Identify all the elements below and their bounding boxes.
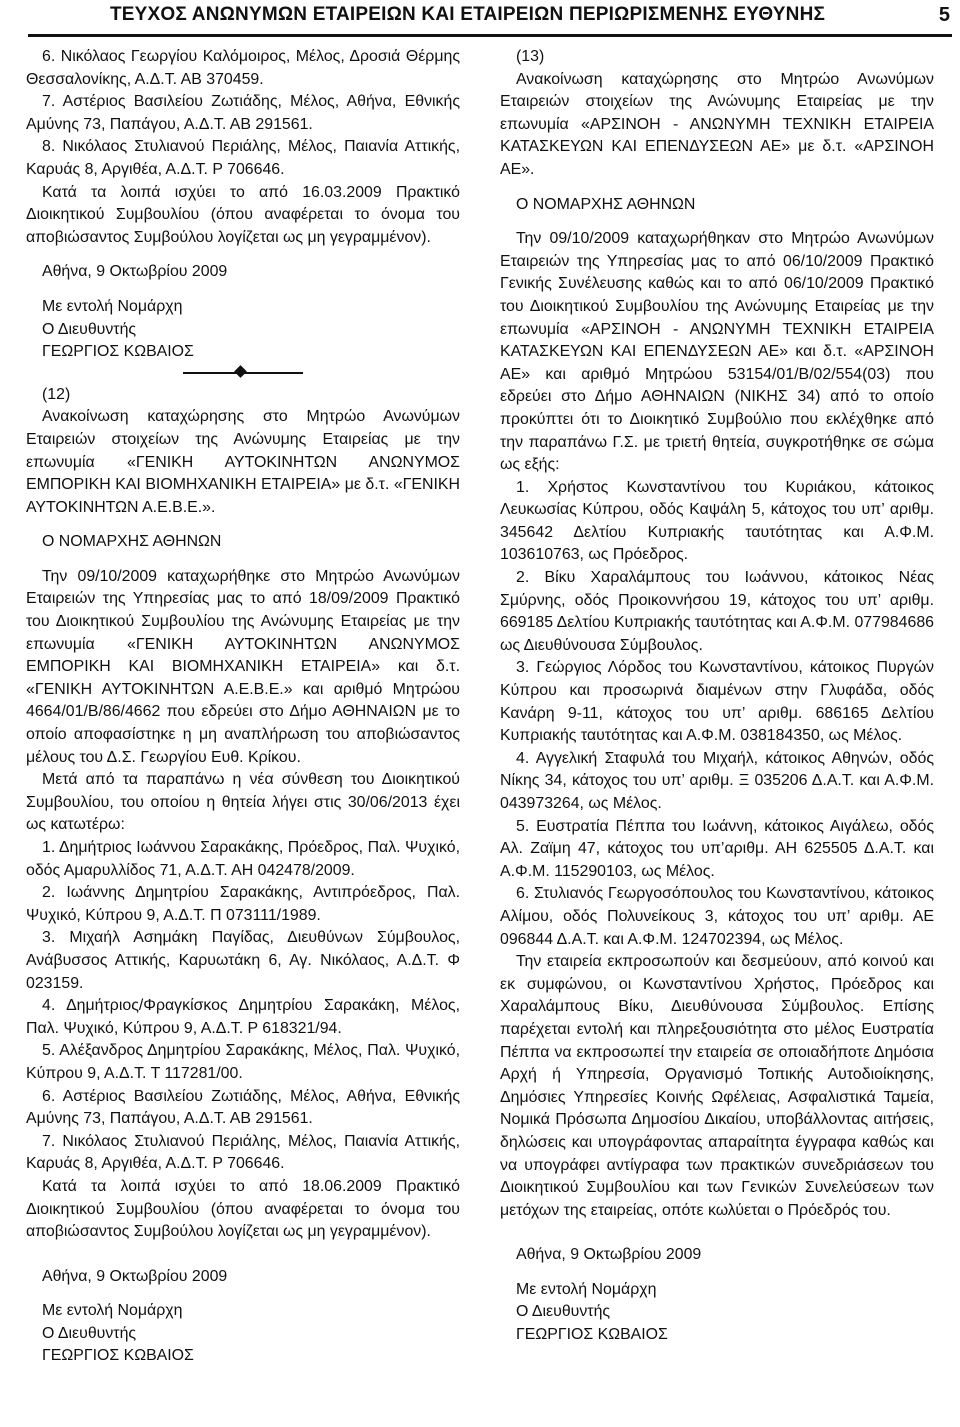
closing-paragraph: Κατά τα λοιπά ισχύει το από 16.03.2009 Πρακτικό Διοικητικού Συμβουλίου (όπου αναφέρεται το όνομα του αποβιώσαντος Συμβούλου λογίζεται ως μη γεγραμμένον). <box>26 183 460 246</box>
board-member-item: 2. Ιωάννης Δημητρίου Σαρακάκης, Αντιπρόεδρος, Παλ. Ψυχικό, Κύπρου 9, Α.Δ.Τ. Π 073111/1989. <box>26 884 460 924</box>
announcement-title: Ανακοίνωση καταχώρησης στο Μητρώο Ανωνύμων Εταιρειών στοιχείων της Ανώνυμης Εταιρείας με την επωνυμία «ΑΡΣΙΝΟΗ - ΑΝΩΝΥΜΗ ΤΕΧΝΙΚΗ ΕΤΑΙΡΕΙΑ ΚΑΤΑΣΚΕΥΩΝ ΚΑΙ ΕΠΕΝΔΥΣΕΩΝ ΑΕ» με δ.τ. «ΑΡΣΙΝΟΗ ΑΕ». <box>500 70 934 178</box>
header-title: ΤΕΥΧΟΣ ΑΝΩΝΥΜΩΝ ΕΤΑΙΡΕΙΩΝ ΚΑΙ ΕΤΑΙΡΕΙΩΝ ΠΕΡΙΩΡΙΣΜΕΝΗΣ ΕΥΘΥΝΗΣ <box>110 4 826 25</box>
spacer <box>26 554 460 566</box>
diamond-ornament-icon <box>234 365 247 378</box>
left-column <box>26 46 460 1368</box>
board-member-item: 4. Αγγελική Σταφυλά του Μιχαήλ, κάτοικος Αθηνών, οδός Νίκης 34, κάτοχος του υπ’ αριθμ. Ξ 035206 Δ.Α.Τ. και Α.Φ.Μ. 043973264, ως Μέλος. <box>500 749 934 812</box>
issuing-authority: Ο ΝΟΜΑΡΧΗΣ ΑΘΗΝΩΝ <box>516 195 696 213</box>
signature-order: Με εντολή Νομάρχη <box>42 1302 183 1320</box>
spacer <box>26 249 460 261</box>
signature-place-date: Αθήνα, 9 Οκτωβρίου 2009 <box>42 263 228 281</box>
signature-name: ΓΕΩΡΓΙΟΣ ΚΩΒΑΙΟΣ <box>516 1326 668 1344</box>
signature-place-date: Αθήνα, 9 Οκτωβρίου 2009 <box>42 1267 228 1285</box>
page-number: 5 <box>938 4 950 26</box>
board-member-item: 5. Ευστρατία Πέππα του Ιωάννη, κάτοικος Αιγάλεω, οδός Αλ. Ζαϊμη 47, κάτοχος του υπ’αριθμ. ΑΗ 625505 Δ.Α.Τ. και Α.Φ.Μ. 115290103, ως Μέλος. <box>500 817 934 880</box>
body-paragraph: Μετά από τα παραπάνω η νέα σύνθεση του Διοικητικού Συμβουλίου, του οποίου η θητεία λήγει στις 30/06/2013 έχει ως κατωτέρω: <box>26 771 460 834</box>
spacer <box>500 1267 934 1279</box>
signature-role: Ο Διευθυντής <box>42 320 137 338</box>
spacer <box>500 216 934 228</box>
board-member-item: 3. Μιχαήλ Ασημάκη Παγίδας, Διευθύνων Σύμβουλος, Ανάβυσσος Αττικής, Καρυωτάκη 6, Αγ. Νικόλαος, Α.Δ.Τ. Φ 023159. <box>26 929 460 992</box>
announcement-number: (12) <box>42 385 71 403</box>
issuing-authority: Ο ΝΟΜΑΡΧΗΣ ΑΘΗΝΩΝ <box>42 533 222 551</box>
spacer <box>26 519 460 531</box>
board-member-item: 4. Δημήτριος/Φραγκίσκος Δημητρίου Σαρακάκη, Μέλος, Παλ. Ψυχικό, Κύπρου 9, Α.Δ.Τ. Ρ 618321/94. <box>26 997 460 1037</box>
board-member-item: 6. Αστέριος Βασιλείου Ζωτιάδης, Μέλος, Αθήνα, Εθνικής Αμύνης 73, Παπάγου, Α.Δ.Τ. ΑΒ 291561. <box>26 1087 460 1128</box>
spacer <box>26 1244 460 1266</box>
section-divider <box>183 366 303 380</box>
closing-paragraph: Κατά τα λοιπά ισχύει το από 18.06.2009 Πρακτικό Διοικητικού Συμβουλίου (όπου αναφέρεται το όνομα του αποβιώσαντος Συμβούλου λογίζεται ως μη γεγραμμένον). <box>26 1177 460 1241</box>
signature-name: ΓΕΩΡΓΙΟΣ ΚΩΒΑΙΟΣ <box>42 1347 194 1365</box>
right-column <box>500 46 934 1347</box>
board-member-item: 2. Βίκυ Χαραλάμπους του Ιωάννου, κάτοικος Νέας Σμύρνης, οδός Προικοννήσου 19, κάτοχος του υπ’ αριθμ. 669185 Δελτίου Κυπριακής ταυτότητας και Α.Φ.Μ. 077984686 ως Διευθύνουσα Σύμβουλος. <box>500 569 934 654</box>
signature-order: Με εντολή Νομάρχη <box>516 1280 657 1298</box>
board-member-item: 1. Δημήτριος Ιωάννου Σαρακάκης, Πρόεδρος, Παλ. Ψυχικό, οδός Αμαρυλλίδος 71, Α.Δ.Τ. ΑΗ 042478/2009. <box>26 839 460 879</box>
spacer <box>500 1222 934 1244</box>
board-member-item: 7. Νικόλαος Στυλιανού Περιάλης, Μέλος, Παιανία Αττικής, Καρυάς 8, Αργιθέα, Α.Δ.Τ. Ρ 706646. <box>26 1132 460 1173</box>
board-member-item: 7. Αστέριος Βασιλείου Ζωτιάδης, Μέλος, Αθήνα, Εθνικής Αμύνης 73, Παπάγου, Α.Δ.Τ. ΑΒ 291561. <box>26 93 460 133</box>
announcement-number: (13) <box>516 48 545 65</box>
board-member-item: 5. Αλέξανδρος Δημητρίου Σαρακάκης, Μέλος, Παλ. Ψυχικό, Κύπρου 9, Α.Δ.Τ. Τ 117281/00. <box>26 1042 460 1082</box>
signature-order: Με εντολή Νομάρχη <box>42 297 183 315</box>
page-header <box>28 0 952 37</box>
signature-place-date: Αθήνα, 9 Οκτωβρίου 2009 <box>516 1246 702 1264</box>
board-member-item: 6. Στυλιανός Γεωργοσόπουλος του Κωνσταντίνου, κάτοικος Αλίμου, οδός Πολυνείκους 3, κάτοχος του υπ’ αριθμ. ΑΕ 096844 Δ.Α.Τ. και Α.Φ.Μ. 124702394, ως Μέλος. <box>500 885 934 948</box>
spacer <box>500 182 934 194</box>
board-member-item: 1. Χρήστος Κωνσταντίνου του Κυριάκου, κάτοικος Λευκωσίας Κύπρου, οδός Καψάλη 5, κάτοχος του υπ’ αριθμ. 345642 Δελτίου Κυπριακής ταυτότητας και Α.Φ.Μ. 103610763, ως Πρόεδρος. <box>500 478 934 564</box>
signature-name: ΓΕΩΡΓΙΟΣ ΚΩΒΑΙΟΣ <box>42 343 194 361</box>
body-paragraph: Την 09/10/2009 καταχωρήθηκαν στο Μητρώο Ανωνύμων Εταιρειών της Υπηρεσίας μας το από 06/10/2009 Πρακτικό Γενικής Συνέλευσης καθώς και το από 06/10/2009 Πρακτικό του Διοικητικού Συμβουλίου της Ανώνυμης Εταιρείας με την επωνυμία «ΑΡΣΙΝΟΗ - ΑΝΩΝΥΜΗ ΤΕΧΝΙΚΗ ΕΤΑΙΡΕΙΑ ΚΑΤΑΣΚΕΥΩΝ ΚΑΙ ΕΠΕΝΔΥΣΕΩΝ ΑΕ» και δ.τ. «ΑΡΣΙΝΟΗ ΑΕ» και αριθμό Μητρώου 53154/01/Β/02/554(03) που εδρεύει στο Δήμο ΑΘΗΝΑΙΩΝ (ΝΙΚΗΣ 34) από το οποίο προκύπτει ότι το Διοικητικό Συμβούλιο που εκλέχθηκε από την παραπάνω Γ.Σ. με τριετή θητεία, συγκροτήθηκε σε σώμα ως εξής: <box>500 230 934 474</box>
spacer <box>26 1288 460 1300</box>
signature-role: Ο Διευθυντής <box>42 1324 137 1342</box>
board-member-item: 6. Νικόλαος Γεωργίου Καλόμοιρος, Μέλος, Δροσιά Θέρμης Θεσσαλονίκης, Α.Δ.Τ. ΑΒ 370459. <box>26 48 460 88</box>
representation-paragraph: Την εταιρεία εκπροσωπούν και δεσμεύουν, από κοινού και εκ συμφώνου, οι Κωνσταντίνου Χρήστος, Πρόεδρος και Χαραλάμπους Βίκυ, Διευθύνουσα Σύμβουλος. Επίσης παρέχεται εντολή και πληρεξουσιότητα στο μέλος Ευστρατία Πέππα να εκπροσωπεί την εταιρεία σε οποιαδήποτε Δημόσια Αρχή ή Υπηρεσία, Οργανισμό Τοπικής Αυτοδιοίκησης, Δημόσιες Υπηρεσίες Κοινής Ωφέλειας, Ασφαλιστικά Ταμεία, Νομικά Πρόσωπα Δημοσίου Δικαίου, υποβάλλοντας αιτήσεις, δηλώσεις και υπογράφοντας απαραίτητα έγγραφα καθώς και να υπογράφει αντίγραφα των πρακτικών συνεδριάσεων του Διοικητικού Συμβουλίου και των Γενικών Συνελεύσεων των μετόχων της εταιρείας, οπότε κωλύεται ο Πρόεδρός του. <box>500 953 934 1219</box>
announcement-title: Ανακοίνωση καταχώρησης στο Μητρώο Ανωνύμων Εταιρειών στοιχείων της Ανώνυμης Εταιρείας με την επωνυμία «ΓΕΝΙΚΗ ΑΥΤΟΚΙΝΗΤΩΝ ΑΝΩΝΥΜΟΣ ΕΜΠΟΡΙΚΗ ΚΑΙ ΒΙΟΜΗΧΑΝΙΚΗ ΕΤΑΙΡΕΙΑ» με δ.τ. «ΓΕΝΙΚΗ ΑΥΤΟΚΙΝΗΤΩΝ Α.Ε.Β.Ε.». <box>26 408 460 516</box>
signature-role: Ο Διευθυντής <box>516 1303 611 1321</box>
spacer <box>26 284 460 296</box>
board-member-item: 8. Νικόλαος Στυλιανού Περιάλης, Μέλος, Παιανία Αττικής, Καρυάς 8, Αργιθέα, Α.Δ.Τ. Ρ 706646. <box>26 138 460 178</box>
body-paragraph: Την 09/10/2009 καταχωρήθηκε στο Μητρώο Ανωνύμων Εταιρειών της Υπηρεσίας μας το από 18/09/2009 Πρακτικό του Διοικητικού Συμβουλίου της Ανώνυμης Εταιρείας με την επωνυμία «ΓΕΝΙΚΗ ΑΥΤΟΚΙΝΗΤΩΝ ΑΝΩΝΥΜΟΣ ΕΜΠΟΡΙΚΗ ΚΑΙ ΒΙΟΜΗΧΑΝΙΚΗ ΕΤΑΙΡΕΙΑ» και δ.τ. «ΓΕΝΙΚΗ ΑΥΤΟΚΙΝΗΤΩΝ Α.Ε.Β.Ε.» και αριθμό Μητρώου 4664/01/Β/86/4662 που εδρεύει στο Δήμο ΑΘΗΝΑΙΩΝ με το οποίο αποφασίστηκε η μη αναπλήρωση του αποβιώσαντος μέλους του Δ.Σ. Γεωργίου Ευθ. Κρίκου. <box>26 567 460 766</box>
board-member-item: 3. Γεώργιος Λόρδος του Κωνσταντίνου, κάτοικος Πυργών Κύπρου και προσωρινά διαμένων στην Γλυφάδα, οδός Κανάρη 9-11, κάτοχος του υπ’ αριθμ. 686165 Δελτίου Κυπριακής ταυτότητας και Α.Φ.Μ. 038184350, ως Μέλος. <box>500 659 934 745</box>
